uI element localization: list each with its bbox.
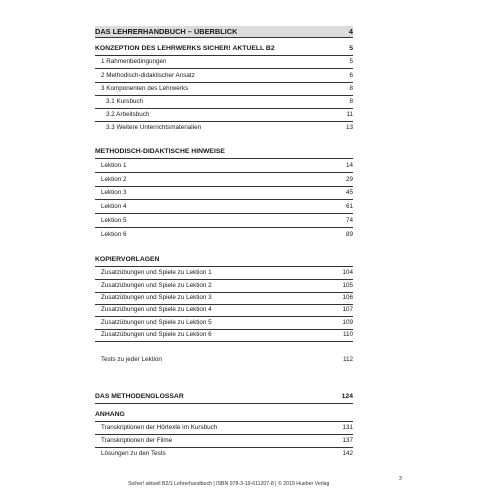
toc-entry: Zusatzübungen und Spiele zu Lektion 1 104 — [101, 269, 353, 276]
entry-rule — [95, 292, 353, 293]
entry-rule — [95, 279, 353, 280]
toc-entry: 3.1 Kursbuch 8 — [106, 98, 353, 105]
entry-rule — [95, 82, 353, 83]
toc-entry: Lösungen zu den Tests 142 — [101, 450, 353, 457]
main-heading — [95, 28, 353, 36]
entry-rule — [95, 186, 353, 187]
toc-entry: 3.2 Arbeitsbuch 11 — [106, 111, 353, 118]
toc-entry: Lektion 1 14 — [101, 162, 353, 169]
toc-entry: Lektion 5 74 — [101, 217, 353, 224]
toc-entry: Lektion 3 45 — [101, 189, 353, 196]
section-heading-anhang: ANHANG — [95, 411, 125, 418]
section-heading-konzeption: KONZEPTION DES LEHRWERKS SICHER! AKTUELL B2 5 — [95, 45, 353, 52]
main-heading-page: 4 — [348, 26, 353, 36]
page-footer: Sicher! aktuell B2/1 Lehrerhandbuch | ISBN 978-3-19-611207-8 | © 2019 Hueber Verlag — [128, 481, 330, 487]
toc-entry: Zusatzübungen und Spiele zu Lektion 2 105 — [101, 282, 353, 289]
section-heading-hinweise: METHODISCH-DIDAKTISCHE HINWEISE — [95, 148, 225, 155]
entry-rule — [95, 68, 353, 69]
entry-rule — [95, 108, 353, 109]
entry-rule — [95, 95, 353, 96]
toc-entry: Lektion 6 89 — [101, 231, 353, 238]
toc-entry: Tests zu jeder Lektion 112 — [101, 356, 353, 363]
toc-entry: 2 Methodisch-didaktischer Ansatz 6 — [101, 72, 353, 79]
toc-entry: Zusatzübungen und Spiele zu Lektion 5 109 — [101, 319, 353, 326]
entry-rule — [95, 172, 353, 173]
toc-entry: 3 Komponenten des Lehrwerks 8 — [101, 85, 353, 92]
toc-entry: Lektion 2 29 — [101, 176, 353, 183]
toc-entry: Transkriptionen der Filme 137 — [101, 437, 353, 444]
toc-entry: 3.3 Weitere Unterrichtsmaterialien 13 — [106, 124, 353, 131]
toc-entry: Zusatzübungen und Spiele zu Lektion 3 106 — [101, 294, 353, 301]
entry-rule — [95, 121, 353, 122]
toc-entry: Lektion 4 61 — [101, 203, 353, 210]
section-heading-kopiervorlagen: KOPIERVORLAGEN — [95, 256, 160, 263]
toc-entry: Zusatzübungen und Spiele zu Lektion 6 110 — [101, 331, 353, 338]
entry-rule — [95, 316, 353, 317]
toc-entry: Transkriptionen der Hörtexte im Kursbuch 131 — [101, 424, 353, 431]
section-rule — [95, 266, 353, 267]
section-rule — [95, 421, 353, 422]
entry-rule — [95, 341, 353, 342]
entry-rule — [95, 434, 353, 435]
page-number: 3 — [399, 476, 402, 482]
section-rule — [95, 403, 353, 404]
entry-rule — [95, 304, 353, 305]
entry-rule — [95, 199, 353, 200]
entry-rule — [95, 447, 353, 448]
section-rule — [95, 55, 353, 56]
entry-rule — [95, 227, 353, 228]
entry-rule — [95, 329, 353, 330]
main-heading-title: DAS LEHRERHANDBUCH – ÜBERBLICK — [95, 27, 238, 36]
entry-rule — [95, 213, 353, 214]
section-rule — [95, 158, 353, 159]
toc-entry: Zusatzübungen und Spiele zu Lektion 4 107 — [101, 306, 353, 313]
section-heading-methodenglossar: DAS METHODENGLOSSAR 124 — [95, 393, 353, 400]
toc-entry: 1 Rahmenbedingungen 5 — [101, 58, 353, 65]
